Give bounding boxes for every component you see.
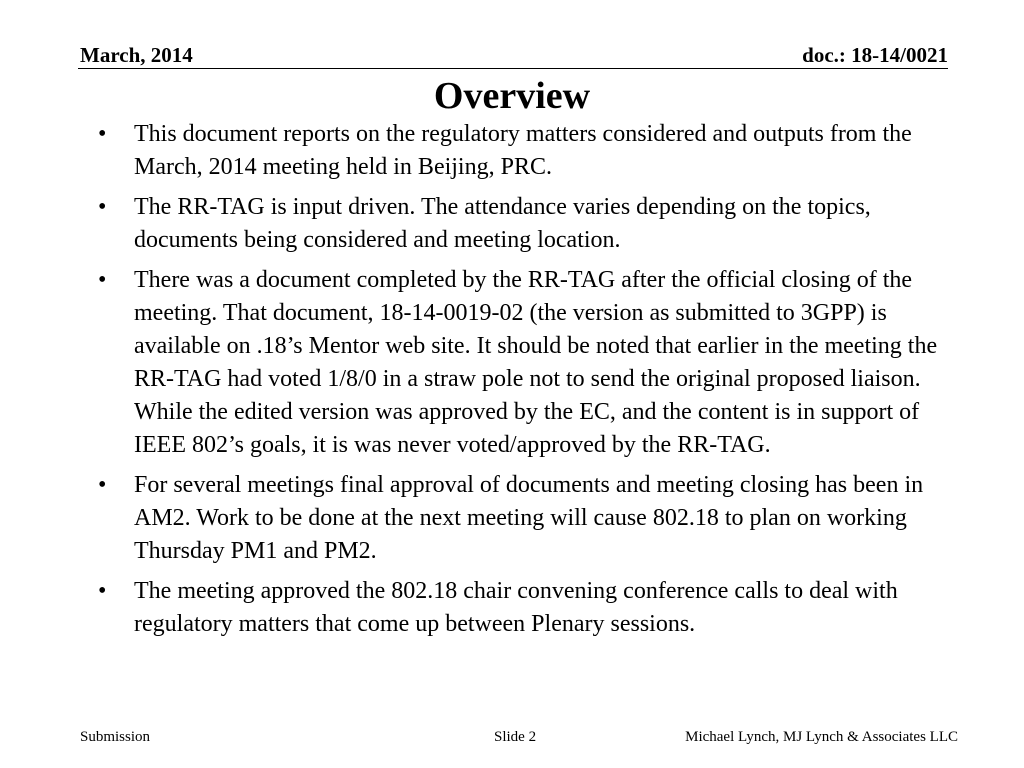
footer-slide-number: Slide 2	[494, 729, 537, 745]
footer-author: Michael Lynch, MJ Lynch & Associates LLC	[685, 729, 958, 745]
bullet-item	[98, 469, 948, 568]
bullet-item	[98, 575, 948, 641]
bullet-icon: •	[98, 121, 107, 147]
bullet-text: The RR-TAG is input driven. The attendance varies depending on the topics, documents being considered and meeting location.	[134, 194, 871, 253]
header-doc-number: doc.: 18-14/0021	[802, 43, 948, 67]
bullet-icon: •	[98, 472, 107, 498]
slide-title: Overview	[433, 75, 591, 117]
bullet-icon: •	[98, 194, 107, 220]
bullet-text: There was a document completed by the RR-TAG after the official closing of the meeting. That document, 18-14-0019-02 (the version as submitted to 3GPP) is available on .18’s Mentor web site. It should be noted that earlier in the meeting the RR-TAG had voted 1/8/0 in a straw pole not to send the original proposed liaison. While the edited version was approved by the EC, and the content is in support of IEEE 802’s goals, it is was never voted/approved by the RR-TAG.	[134, 267, 938, 458]
bullet-list	[98, 118, 948, 648]
bullet-text: The meeting approved the 802.18 chair convening conference calls to deal with regulatory matters that come up between Plenary sessions.	[134, 578, 898, 637]
bullet-item	[98, 191, 948, 257]
bullet-icon: •	[98, 267, 107, 293]
bullet-text: This document reports on the regulatory matters considered and outputs from the March, 2014 meeting held in Beijing, PRC.	[134, 121, 912, 180]
footer-submission: Submission	[80, 729, 151, 745]
bullet-icon: •	[98, 578, 107, 604]
header-divider	[78, 68, 948, 69]
bullet-item	[98, 118, 948, 184]
bullet-item	[98, 264, 948, 462]
header-date: March, 2014	[80, 43, 193, 67]
bullet-text: For several meetings final approval of documents and meeting closing has been in AM2. Work to be done at the next meeting will cause 802.18 to plan on working Thursday PM1 and PM2.	[134, 472, 924, 564]
